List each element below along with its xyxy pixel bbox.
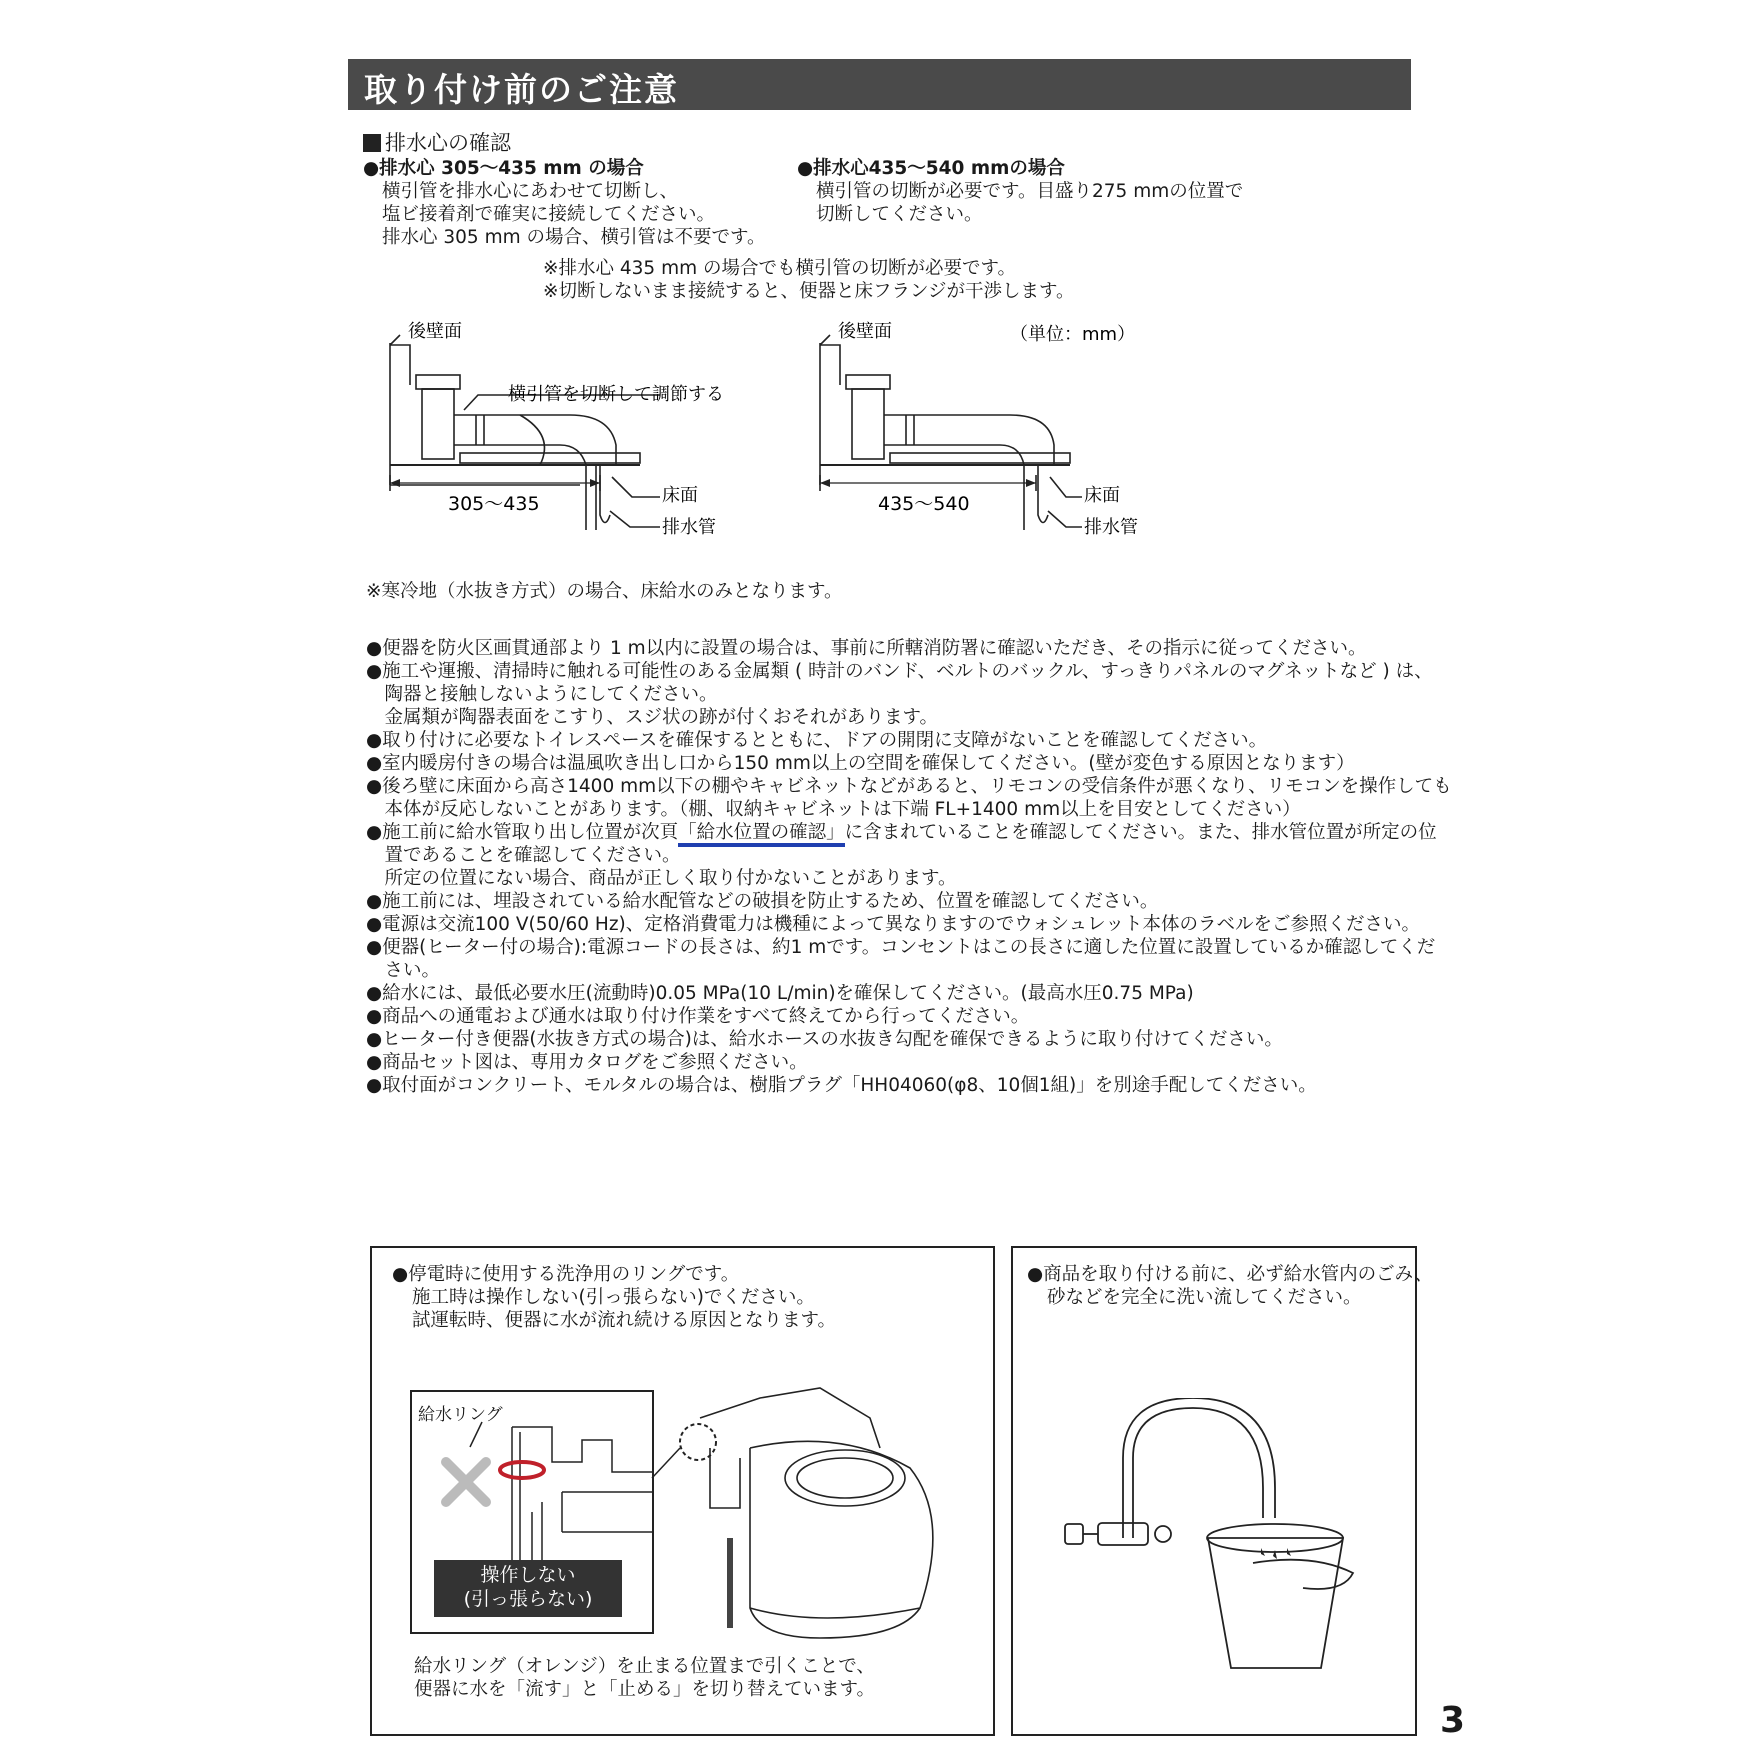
- page-title: 取り付け前のご注意: [364, 70, 679, 109]
- section-heading: [363, 127, 511, 157]
- page-number: 3: [1440, 1700, 1466, 1741]
- list-item: ●施工前には、埋設されている給水配管などの破損を防止するため、位置を確認してください。: [366, 891, 1159, 912]
- note-line: ※切断しないまま接続すると、便器と床フランジが干渉します。: [543, 281, 1075, 302]
- water-supply-position-link[interactable]: 「給水位置の確認」: [678, 822, 845, 847]
- list-item: 置であることを確認してください。: [366, 845, 681, 866]
- ring-notice-box: [370, 1246, 995, 1736]
- unit-label: （単位：mm）: [1010, 324, 1136, 345]
- dimension-label: 435〜540: [878, 493, 970, 515]
- list-item: 本体が反応しないことがあります。（棚、収納キャビネットは下端 FL+1400 mm以上を目安としてください）: [366, 799, 1301, 820]
- case1-line: 横引管を排水心にあわせて切断し、: [382, 181, 679, 202]
- list-item: ●便器を防火区画貫通部より 1 m以内に設置の場合は、事前に所轄消防署に確認いただき、その指示に従ってください。: [366, 638, 1367, 659]
- notice-line: 試運転時、便器に水が流れ続ける原因となります。: [412, 1310, 837, 1331]
- list-item: 所定の位置にない場合、商品が正しく取り付かないことがあります。: [366, 868, 957, 889]
- flush-pipe-box: [1011, 1246, 1433, 1736]
- ring-detail-inset: [410, 1390, 654, 1634]
- list-item: ●取り付けに必要なトイレスペースを確保するとともに、ドアの開閉に支障がないことを確認してください。: [366, 730, 1268, 751]
- wall-label: 後壁面: [838, 321, 892, 342]
- list-item: ●後ろ壁に床面から高さ1400 mm以下の棚やキャビネットなどがあると、リモコンの受信条件が悪くなり、リモコンを操作しても: [366, 776, 1452, 797]
- list-item: ●取付面がコンクリート、モルタルの場合は、樹脂プラグ「HH04060(φ8、10個1組)」を別途手配してください。: [366, 1075, 1317, 1096]
- explanation-line: 給水リング（オレンジ）を止まる位置まで引くことで、: [414, 1656, 875, 1677]
- case1-line: 排水心 305 mm の場合、横引管は不要です。: [382, 227, 766, 248]
- faucet-bucket-illustration: [1053, 1398, 1383, 1698]
- drain-label: 排水管: [662, 517, 716, 538]
- case1-block: [363, 157, 766, 249]
- explanation-line: 便器に水を「流す」と「止める」を切り替えています。: [414, 1679, 876, 1700]
- link-item-after: に含まれていることを確認してください。また、排水管位置が所定の位: [844, 822, 1437, 843]
- ring-label: 給水リング: [418, 1405, 503, 1425]
- list-item: ●給水には、最低必要水圧(流動時)0.05 MPa(10 L/min)を確保してください。(最高水圧0.75 MPa): [366, 983, 1194, 1004]
- list-item: [366, 821, 1437, 844]
- wall-label: 後壁面: [408, 321, 462, 342]
- list-item: ●商品セット図は、専用カタログをご参照ください。: [366, 1052, 808, 1073]
- caution-list: [366, 637, 1452, 1097]
- drain-diagram-2: [810, 315, 1170, 545]
- link-item-before: ●施工前に給水管取り出し位置が次頁: [366, 822, 679, 843]
- title-bar: [348, 59, 1411, 110]
- flush-notice-text: [1027, 1263, 1433, 1309]
- toilet-illustration: [650, 1358, 990, 1678]
- list-item: ●便器(ヒーター付の場合):電源コードの長さは、約1 mです。コンセントはこの長さに適した位置に設置しているか確認してくだ: [366, 937, 1436, 958]
- drain-diagram-1: [380, 315, 740, 545]
- cold-region-note: ※寒冷地（水抜き方式）の場合、床給水のみとなります。: [366, 581, 843, 602]
- case1-heading: ●排水心 305〜435 mm の場合: [363, 158, 644, 179]
- note-line: ※排水心 435 mm の場合でも横引管の切断が必要です。: [543, 258, 1017, 279]
- notice-line: 砂などを完全に洗い流してください。: [1047, 1287, 1362, 1308]
- square-bullet-icon: [363, 134, 381, 152]
- warn-line: 操作しない: [480, 1564, 576, 1586]
- case2-heading: ●排水心435〜540 mmの場合: [797, 158, 1065, 179]
- list-item: 陶器と接触しないようにしてください。: [366, 684, 718, 705]
- list-item: ●商品への通電および通水は取り付け作業をすべて終えてから行ってください。: [366, 1006, 1030, 1027]
- list-item: ●施工や運搬、清掃時に触れる可能性のある金属類 ( 時計のバンド、ベルトのバックル、すっきりパネルのマグネットなど ) は、: [366, 661, 1433, 682]
- do-not-operate-badge: [434, 1560, 622, 1617]
- ring-explanation: [414, 1655, 875, 1701]
- case1-line: 塩ビ接着剤で確実に接続してください。: [382, 204, 716, 225]
- notice-line: ●停電時に使用する洗浄用のリングです。: [392, 1264, 740, 1285]
- ring-notice-text: [392, 1263, 836, 1332]
- floor-label: 床面: [1084, 485, 1120, 506]
- warn-line: (引っ張らない): [463, 1588, 593, 1610]
- floor-label: 床面: [662, 485, 698, 506]
- case2-line: 切断してください。: [816, 204, 983, 225]
- drain-label: 排水管: [1084, 517, 1138, 538]
- case2-line: 横引管の切断が必要です。目盛り275 mmの位置で: [816, 181, 1244, 202]
- list-item: 金属類が陶器表面をこすり、スジ状の跡が付くおそれがあります。: [366, 707, 939, 728]
- list-item: さい。: [366, 960, 441, 981]
- notes: [543, 257, 1075, 303]
- section-heading-text: 排水心の確認: [385, 131, 511, 155]
- cut-callout: 横引管を切断して調節する: [508, 384, 724, 405]
- list-item: ●ヒーター付き便器(水抜き方式の場合)は、給水ホースの水抜き勾配を確保できるように取り付けてください。: [366, 1029, 1283, 1050]
- list-item: ●電源は交流100 V(50/60 Hz)、定格消費電力は機種によって異なりますのでウォシュレット本体のラベルをご参照ください。: [366, 914, 1420, 935]
- case2-block: [797, 157, 1243, 226]
- list-item: ●室内暖房付きの場合は温風吹き出し口から150 mm以上の空間を確保してください。(壁が変色する原因となります）: [366, 753, 1355, 774]
- notice-line: ●商品を取り付ける前に、必ず給水管内のごみ、: [1027, 1264, 1433, 1285]
- notice-line: 施工時は操作しない(引っ張らない)でください。: [412, 1287, 815, 1308]
- dimension-label: 305〜435: [448, 493, 540, 515]
